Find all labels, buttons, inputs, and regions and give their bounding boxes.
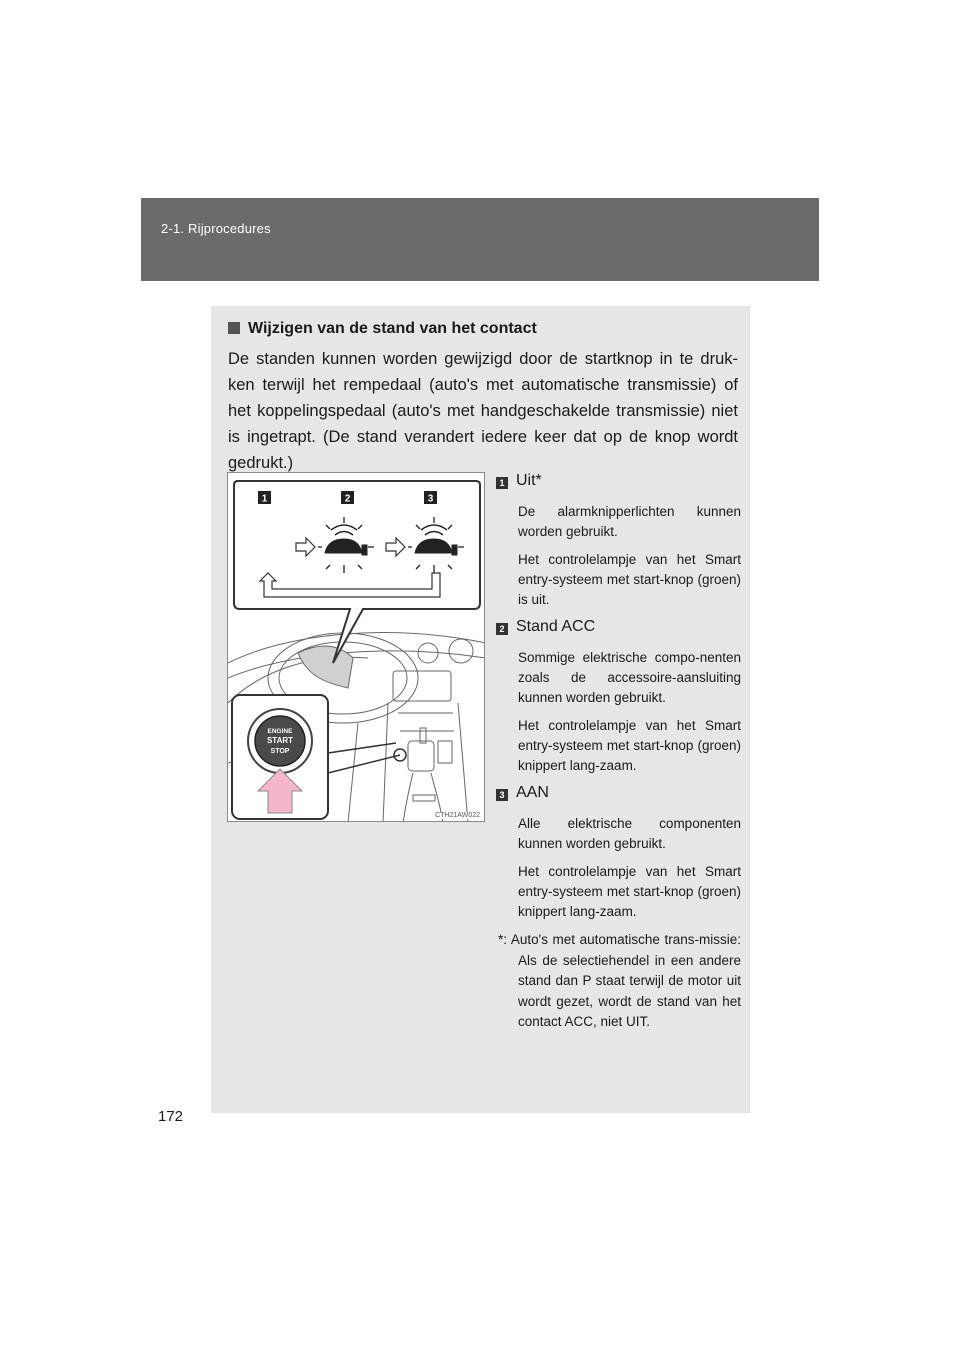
number-badge: 2 (496, 623, 508, 635)
section-title (228, 320, 738, 338)
item-description: Het controlelampje van het Smart entry-systeem met start-knop (groen) knippert lang-zaam. (518, 718, 741, 773)
list-item-uit (496, 472, 741, 610)
ignition-illustration (227, 472, 485, 822)
square-bullet-icon (228, 322, 240, 334)
marker-1: 1 (261, 493, 268, 505)
number-badge: 3 (496, 789, 508, 801)
section-title-text: Wijzigen van de stand van het contact (248, 320, 537, 337)
list-item-aan (496, 784, 741, 922)
list-item-acc (496, 618, 741, 776)
marker-2: 2 (344, 493, 351, 505)
section-header: 2-1. Rijprocedures (161, 221, 271, 236)
header-bar (141, 198, 819, 281)
marker-3: 3 (427, 493, 434, 505)
button-label-engine: ENGINE (267, 728, 293, 735)
item-description: De alarmknipperlichten kunnen worden gebruikt. (518, 504, 741, 539)
item-title: Uit* (516, 472, 542, 489)
page-number: 172 (158, 1108, 184, 1125)
positions-list (496, 472, 741, 1033)
figure-code: CTH21AW022 (435, 812, 480, 819)
dashboard-drawing (228, 473, 485, 822)
footnote: *: Auto's met automatische trans-missie: Als de selectiehendel in een andere stand dan P staat terwijl de motor uit wordt gezet, wordt de stand van het contact ACC, niet UIT. (498, 932, 741, 1029)
item-title: Stand ACC (516, 618, 596, 635)
intro-paragraph: De standen kunnen worden gewijzigd door de startknop in te druk-ken terwijl het rempedaal (auto's met automatische transmissie) of het koppelingspedaal (auto's met handgeschakelde transmissie) niet is ingetrapt. (De stand verandert iedere keer dat op de knop wordt gedrukt.) (228, 350, 738, 472)
item-description: Alle elektrische componenten kunnen worden gebruikt. (518, 816, 741, 851)
item-description: Sommige elektrische compo-nenten zoals de accessoire-aansluiting kunnen worden gebruikt. (518, 650, 741, 705)
item-title: AAN (516, 784, 549, 801)
number-badge: 1 (496, 477, 508, 489)
item-description: Het controlelampje van het Smart entry-systeem met start-knop (groen) is uit. (518, 552, 741, 607)
button-label-stop: STOP (270, 748, 290, 755)
button-label-start: START (266, 736, 294, 745)
item-description: Het controlelampje van het Smart entry-systeem met start-knop (groen) knippert lang-zaam. (518, 864, 741, 919)
content-box (211, 306, 750, 1113)
